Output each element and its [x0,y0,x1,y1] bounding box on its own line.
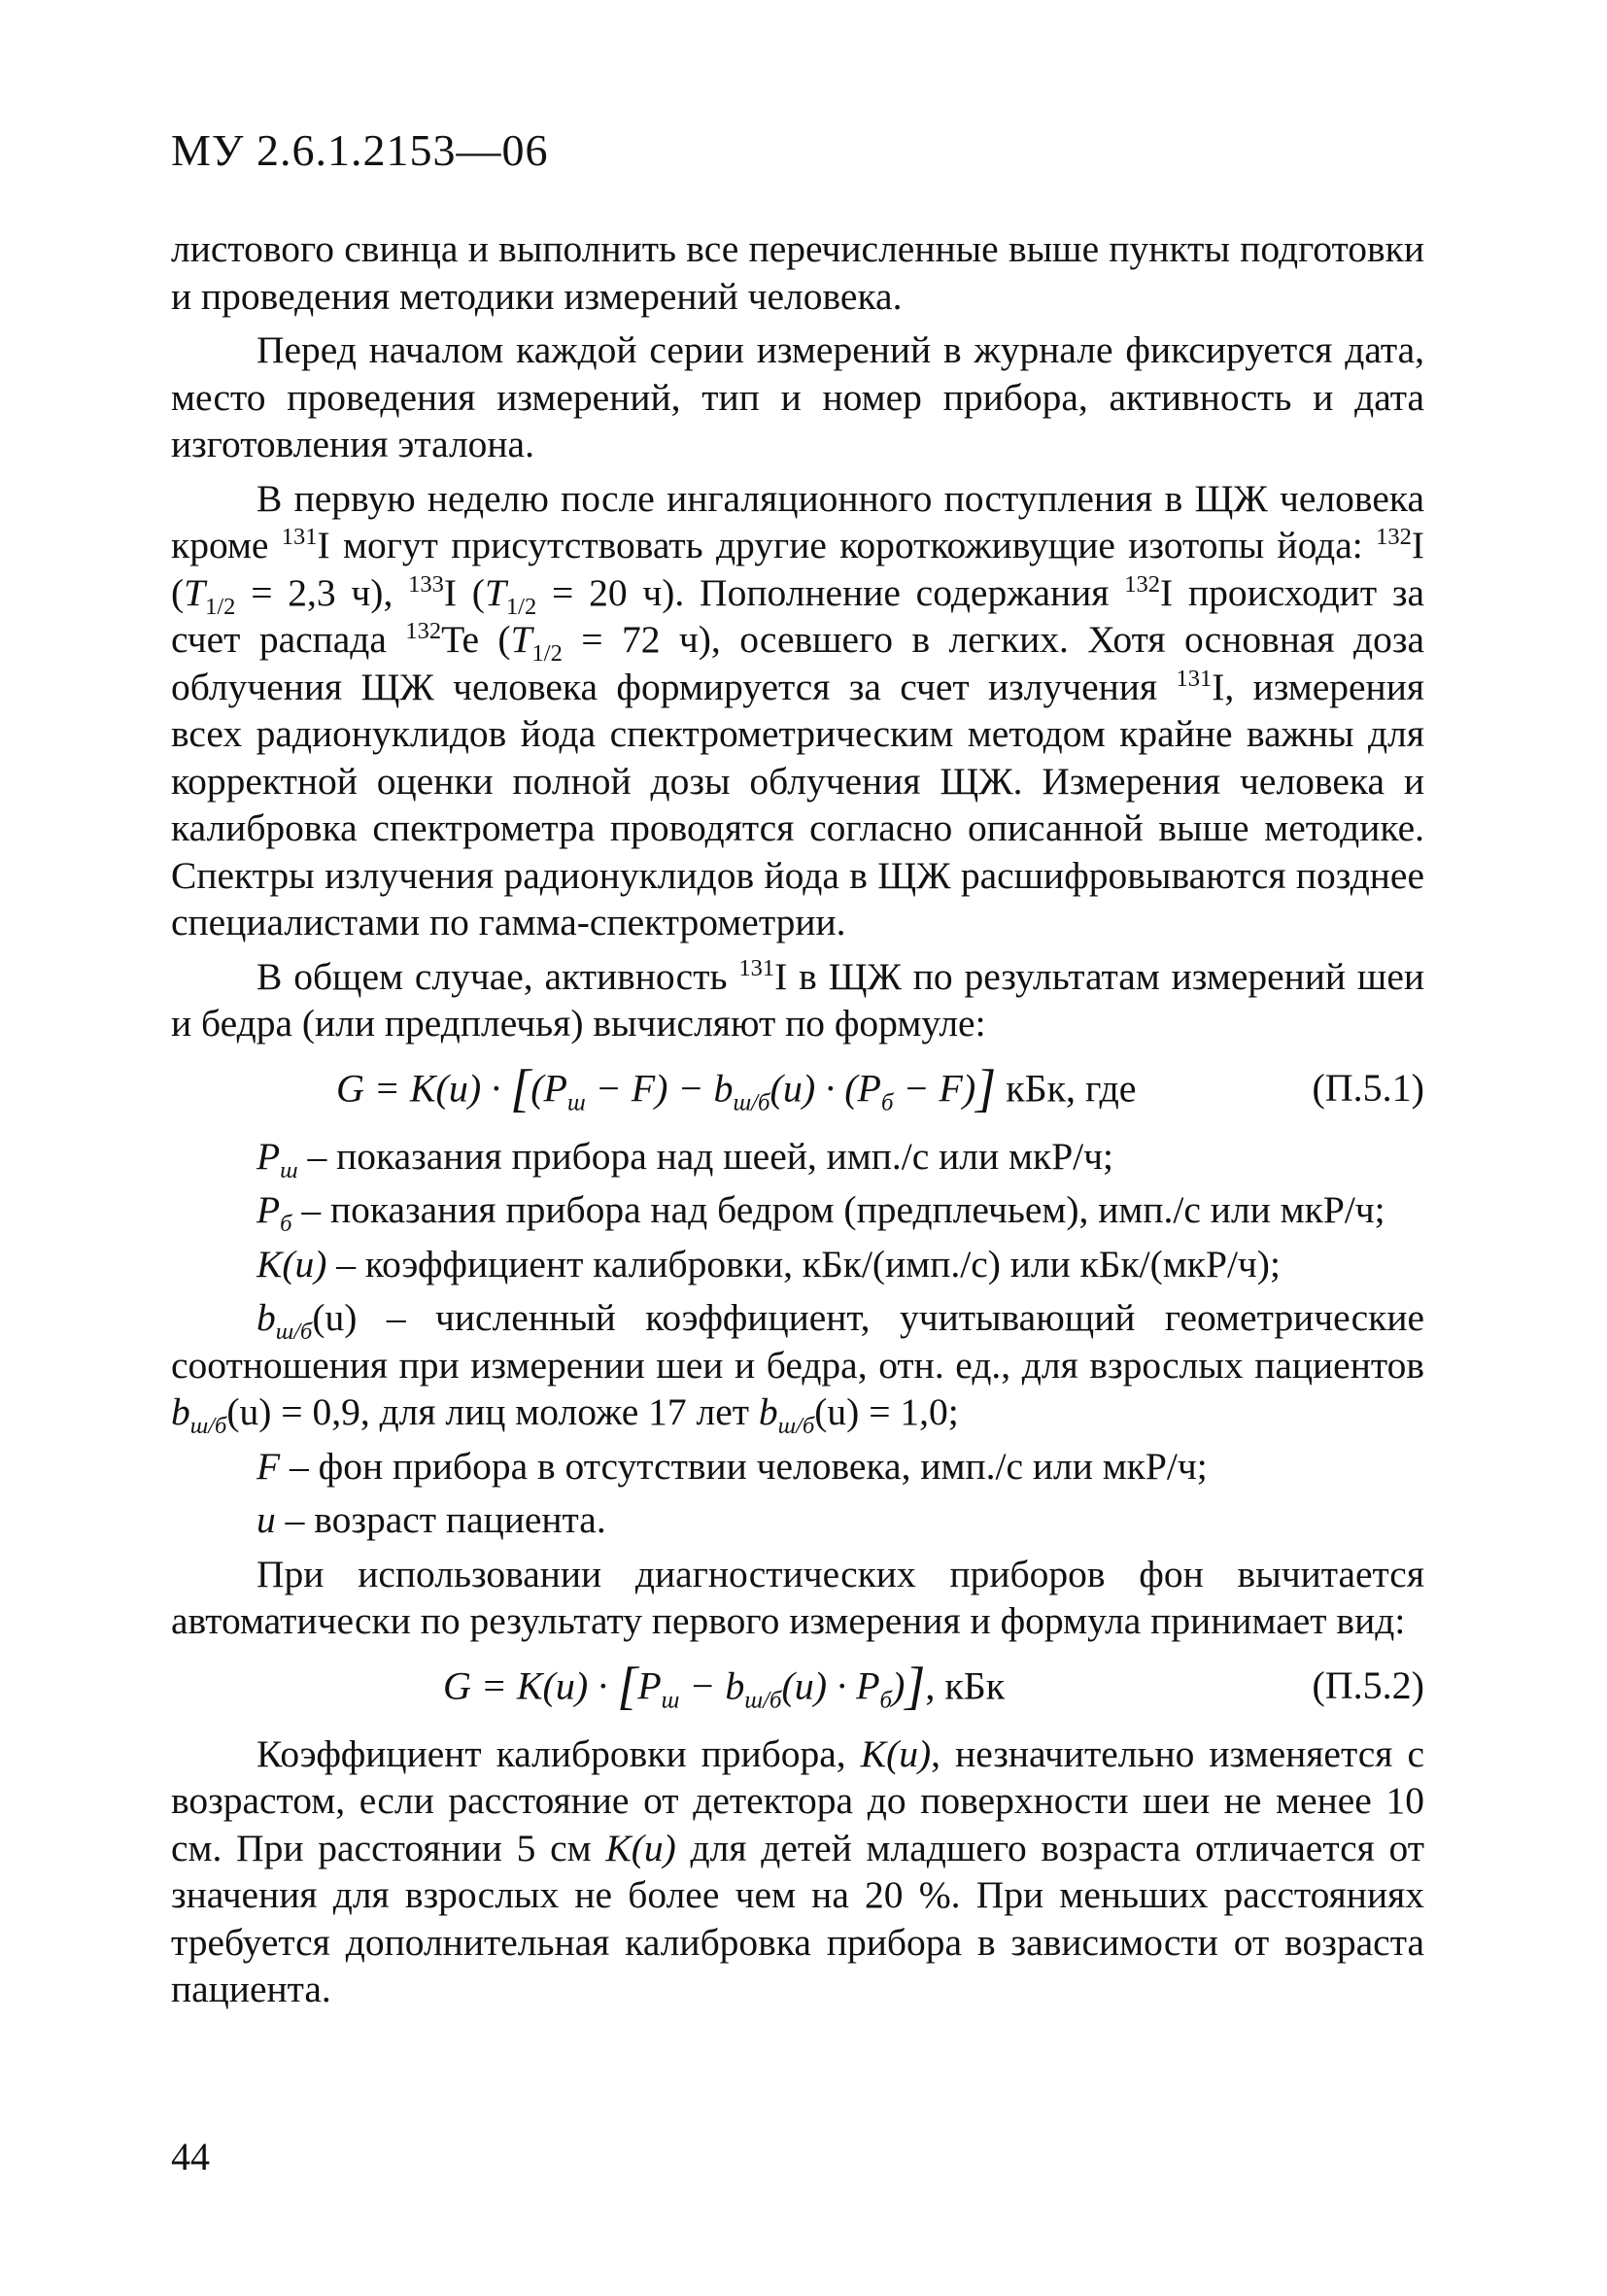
definition-b-coefficient: $b_{ш/б}(u)$ – численный коэффициент, учитывающий геометрические соотношения при измерении шеи и бедра, отн. ед., для взрослых пациентов $b_{ш/б}(u) = 0,9$, для лиц моложе 17 лет $b_{ш/б}(u) = 1,0$; [171,1296,1424,1439]
paragraph-2: Перед началом каждой серии измерений в журнале фиксируется дата, место проведения измерений, тип и номер прибора, активность и дата изготовления эталона. [171,328,1424,465]
definition-k-u: K(u) – коэффициент калибровки, кБк/(имп./с) или кБк/(мкР/ч); [256,1242,1281,1285]
body-text [171,225,1424,2020]
paragraph-1: листового свинца и выполнить все перечисленные выше пункты подготовки и проведения методики измерений человека. [171,227,1424,318]
definition-f-background: F – фон прибора в отсутствии человека, имп./с или мкР/ч; [256,1444,1208,1488]
definition-u-age: u – возраст пациента. [256,1498,606,1541]
definition-p-thigh: $P_б$ – показания прибора над бедром (предплечьем), имп./с или мкР/ч; [256,1188,1385,1237]
paragraph-4: В общем случае, активность $^{131}$I в ЩЖ по результатам измерений шеи и бедра (или предплечья) вычисляют по формуле: [171,954,1424,1045]
definition-p-neck: $P_ш$ – показания прибора над шеей, имп./с или мкР/ч; [256,1134,1113,1183]
document-code-header: МУ 2.6.1.2153—06 [171,125,549,175]
paragraph-3: В первую неделю после ингаляционного поступления в ЩЖ человека кроме $^{131}$I могут присутствовать другие короткоживущие изотопы йода: $^{132}$I ($T_{1/2} = 2,3$ ч), $^{133}$I ($T_{1/2} = 20$ ч). Пополнение содержания $^{132}$I происходит за счет распада $^{132}$Te ($T_{1/2} = 72$ ч), осевшего в легких. Хотя основная доза облучения ЩЖ человека формируется за счет излучения $^{131}$I, измерения всех радионуклидов йода спектрометрическим методом крайне важны для корректной оценки полной дозы облучения ЩЖ. Измерения человека и калибровка спектрометра проводятся согласно описанной выше методике. Спектры излучения радионуклидов йода в ЩЖ расшифровываются позднее специалистами по гамма-спектрометрии. [171,476,1425,943]
paragraph-6: Коэффициент калибровки прибора, K(u), незначительно изменяется с возрастом, если расстояние от детектора до поверхности шеи не менее 10 см. При расстоянии 5 см K(u) для детей младшего возраста отличается от значения для взрослых не более чем на 20 %. При меньших расстояниях требуется дополнительная калибровка прибора в зависимости от возраста пациента. [171,1731,1425,2010]
formula-1-expression: $G = K(u) \cdot [(P_ш - F) - b_{ш/б}(u) \cdot (P_б - F)]$ кБк, где [336,1058,1137,1117]
formula-p5-2 [171,1655,1424,1717]
paragraph-5: При использовании диагностических приборов фон вычитается автоматически по результату первого измерения и формула принимает вид: [171,1552,1424,1642]
page-number: 44 [171,2135,210,2178]
formula-2-number: (П.5.2) [1312,1662,1424,1707]
formula-2-expression: $G = K(u) \cdot [P_ш - b_{ш/б}(u) \cdot P_б)$], кБк [443,1656,1006,1715]
formula-1-number: (П.5.1) [1312,1065,1424,1110]
formula-p5-1 [171,1057,1424,1119]
